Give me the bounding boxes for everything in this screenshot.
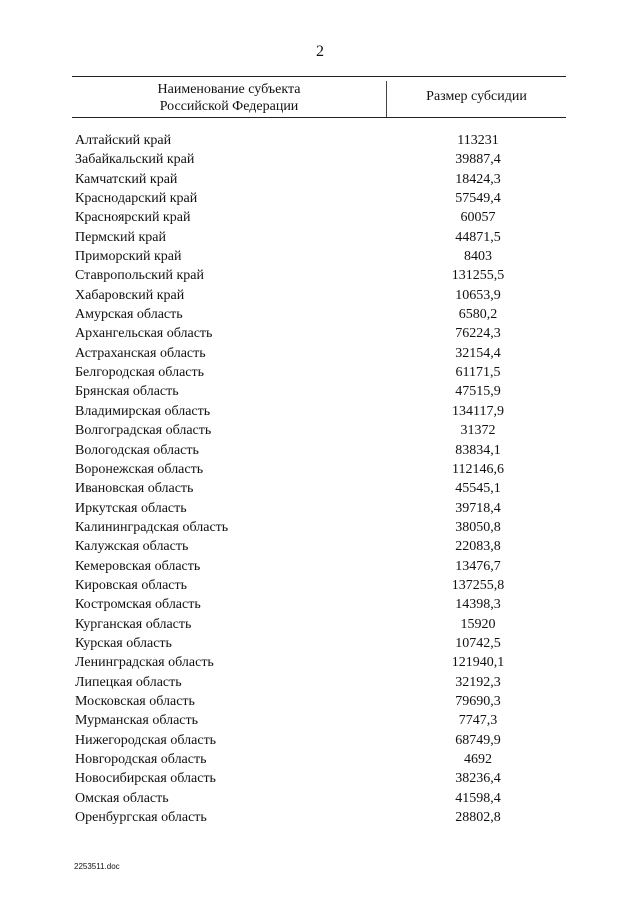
subject-name: Курганская область (75, 616, 192, 632)
subsidy-amount: 38236,4 (455, 771, 501, 787)
table-row (75, 692, 566, 711)
subsidy-amount: 76224,3 (455, 326, 501, 342)
subject-name: Ленинградская область (75, 655, 214, 671)
table-row (75, 460, 566, 479)
table-row (75, 576, 566, 595)
subject-name: Калужская область (75, 539, 189, 555)
subsidy-amount: 10653,9 (455, 287, 501, 303)
subject-name: Краснодарский край (75, 191, 198, 207)
subject-name: Пермский край (75, 229, 166, 245)
subsidy-amount: 113231 (457, 133, 499, 148)
subsidy-amount: 83834,1 (455, 442, 501, 458)
subsidy-amount: 45545,1 (455, 481, 501, 497)
subject-name: Кемеровская область (75, 558, 201, 574)
subsidy-amount: 60057 (460, 210, 496, 226)
subject-name: Архангельская область (75, 326, 213, 342)
table-row (75, 286, 566, 305)
table-row (75, 266, 566, 285)
subsidy-amount: 44871,5 (455, 229, 501, 245)
column-header-subject-line1: Наименование субъекта (157, 82, 301, 97)
table-row (75, 421, 566, 440)
subject-name: Амурская область (75, 307, 183, 323)
subject-name: Московская область (75, 693, 195, 709)
table-row (75, 228, 566, 247)
table-row (75, 634, 566, 653)
subsidy-amount: 131255,5 (451, 268, 505, 284)
subsidy-amount: 32192,3 (455, 674, 501, 690)
table-row (75, 189, 566, 208)
subsidy-amount: 57549,4 (455, 191, 501, 207)
subsidy-amount: 32154,4 (455, 345, 501, 361)
subsidy-amount: 39718,4 (455, 500, 501, 516)
subject-name: Курская область (75, 635, 172, 651)
table-row (75, 789, 566, 808)
page-number: 2 (316, 43, 324, 60)
subsidy-amount: 8403 (464, 249, 492, 265)
subsidy-amount: 47515,9 (455, 384, 501, 400)
subsidy-amount: 61171,5 (455, 365, 501, 381)
subsidy-amount: 6580,2 (458, 307, 498, 323)
subsidy-amount: 39887,4 (455, 152, 501, 168)
subject-name: Липецкая область (75, 674, 182, 690)
subject-name: Воронежская область (75, 461, 204, 477)
table-row (75, 344, 566, 363)
table-row (75, 131, 566, 150)
table-row (75, 653, 566, 672)
subsidy-amount: 13476,7 (455, 558, 501, 574)
subsidy-amount: 112146,6 (452, 461, 504, 477)
table-row (75, 769, 566, 788)
subject-name: Красноярский край (75, 210, 191, 226)
table-row (75, 441, 566, 460)
table-row (75, 363, 566, 382)
subsidy-amount: 68749,9 (455, 732, 501, 748)
subsidy-amount: 79690,3 (455, 693, 501, 709)
subsidy-amount: 137255,8 (451, 577, 505, 593)
subsidy-table-body (75, 131, 566, 827)
subject-name: Оренбургская область (75, 810, 207, 826)
subject-name: Алтайский край (75, 133, 172, 148)
subject-name: Нижегородская область (75, 732, 217, 748)
table-row (75, 557, 566, 576)
subject-name: Ставропольский край (75, 268, 204, 284)
table-row (75, 595, 566, 614)
subject-name: Владимирская область (75, 403, 211, 419)
table-row (75, 673, 566, 692)
subsidy-amount: 38050,8 (455, 519, 501, 535)
subject-name: Ивановская область (75, 481, 194, 497)
table-row (75, 537, 566, 556)
subject-name: Калининградская область (75, 519, 229, 535)
subsidy-amount: 31372 (460, 423, 496, 439)
subsidy-amount: 121940,1 (451, 655, 505, 671)
column-header-subsidy: Размер субсидии (426, 89, 527, 104)
table-row (75, 324, 566, 343)
subsidy-amount: 41598,4 (455, 790, 501, 806)
subsidy-amount: 28802,8 (455, 810, 501, 826)
column-header-subject (72, 81, 386, 115)
subsidy-amount: 4692 (464, 752, 492, 767)
subject-name: Новгородская область (75, 752, 207, 767)
subject-name: Забайкальский край (75, 152, 195, 168)
table-header (72, 76, 566, 118)
subsidy-amount: 14398,3 (455, 597, 501, 613)
table-row (75, 150, 566, 169)
subsidy-amount: 18424,3 (455, 171, 501, 187)
subject-name: Приморский край (75, 249, 182, 265)
subsidy-amount: 10742,5 (455, 635, 501, 651)
table-row (75, 499, 566, 518)
subject-name: Брянская область (75, 384, 179, 400)
table-row (75, 170, 566, 189)
subject-name: Астраханская область (75, 345, 206, 361)
subject-name: Омская область (75, 790, 169, 806)
table-row (75, 402, 566, 421)
table-row (75, 479, 566, 498)
table-row (75, 750, 566, 769)
table-row (75, 711, 566, 730)
table-row (75, 382, 566, 401)
document-code: 2253511.doc (74, 862, 120, 871)
table-row (75, 208, 566, 227)
subject-name: Вологодская область (75, 442, 199, 458)
table-row (75, 247, 566, 266)
table-row (75, 615, 566, 634)
table-row (75, 305, 566, 324)
subsidy-amount: 7747,3 (458, 713, 498, 729)
subsidy-amount: 22083,8 (455, 539, 501, 555)
table-row (75, 731, 566, 750)
subject-name: Белгородская область (75, 365, 205, 381)
column-header-subject-line2: Российской Федерации (159, 99, 299, 114)
subject-name: Волгоградская область (75, 423, 212, 439)
subject-name: Мурманская область (75, 713, 199, 729)
table-row (75, 518, 566, 537)
subject-name: Костромская область (75, 597, 201, 613)
subject-name: Новосибирская область (75, 771, 216, 787)
subsidy-amount: 134117,9 (452, 403, 504, 419)
subject-name: Кировская область (75, 577, 188, 593)
table-row (75, 808, 566, 827)
subject-name: Иркутская область (75, 500, 187, 516)
subsidy-amount: 15920 (460, 616, 496, 632)
subject-name: Хабаровский край (75, 287, 185, 303)
subject-name: Камчатский край (75, 171, 178, 187)
